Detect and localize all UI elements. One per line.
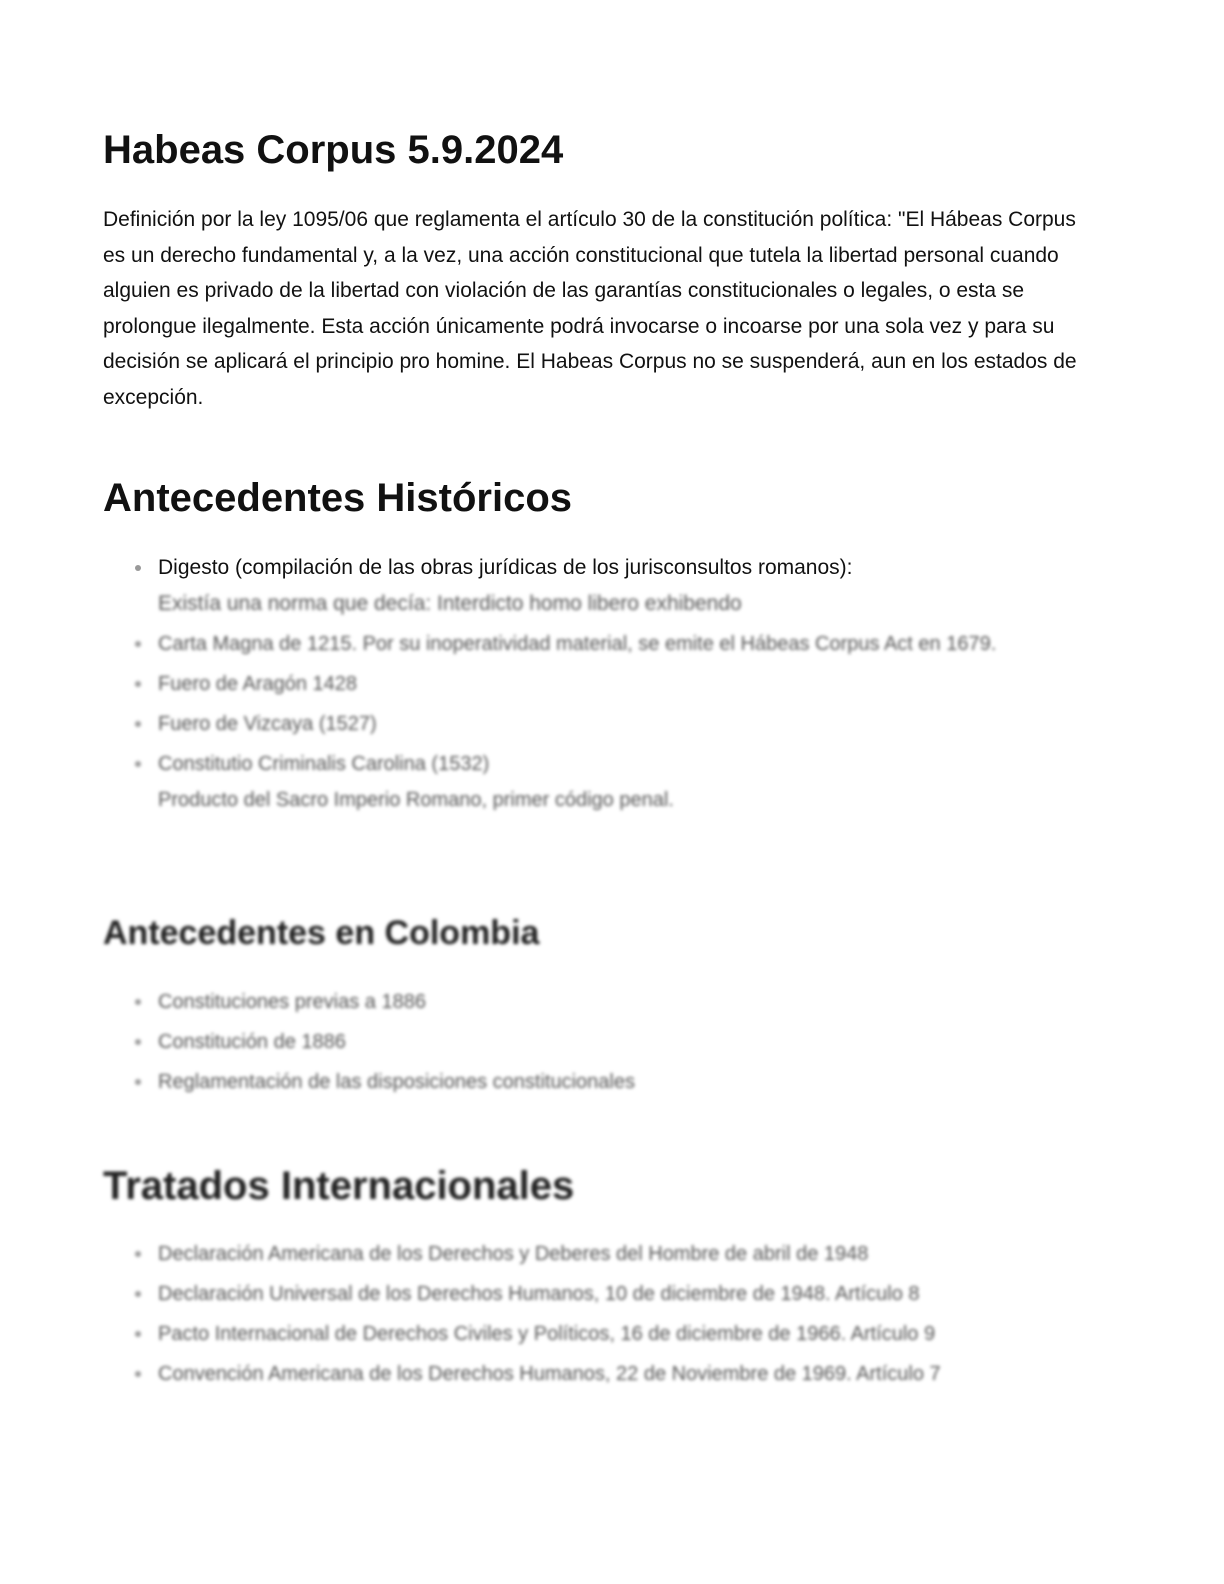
list-item	[135, 706, 1095, 742]
list-item-text: Convención Americana de los Derechos Humanos, 22 de Noviembre de 1969. Artículo 7	[158, 1363, 941, 1385]
bullet-icon	[135, 681, 141, 687]
bullet-icon	[135, 721, 141, 727]
heading-antecedentes-colombia: Antecedentes en Colombia	[103, 914, 540, 952]
bullet-icon	[135, 761, 141, 767]
bullet-icon	[135, 565, 141, 571]
list-item	[135, 1276, 1095, 1312]
list-item	[135, 1356, 1095, 1392]
list-item-text: Fuero de Vizcaya (1527)	[158, 713, 377, 735]
bullet-icon	[135, 1331, 141, 1337]
list-item	[135, 746, 1095, 818]
definition-paragraph: Definición por la ley 1095/06 que reglamenta el artículo 30 de la constitución política: "El Hábeas Corpus es un derecho fundamental y, a la vez, una acción constitucional que tutela la libertad personal cuando alguien es privado de la libertad con violación de las garantías constitucionales o legales, o esta se prolongue ilegalmente. Esta acción únicamente podrá invocarse o incoarse por una sola vez y para su decisión se aplicará el principio pro homine. El Habeas Corpus no se suspenderá, aun en los estados de excepción.	[103, 208, 1077, 409]
bullet-icon	[135, 1079, 141, 1085]
heading-tratados-internacionales: Tratados Internacionales	[103, 1164, 575, 1208]
list-item-text: Constitutio Criminalis Carolina (1532)	[158, 753, 490, 775]
list-item-text: Constitución de 1886	[158, 1031, 346, 1053]
list-item	[135, 666, 1095, 702]
list-item-subtext: Producto del Sacro Imperio Romano, primer código penal.	[158, 789, 674, 811]
bullet-icon	[135, 1371, 141, 1377]
bullet-icon	[135, 641, 141, 647]
list-item	[135, 550, 1095, 622]
list-item-text: Constituciones previas a 1886	[158, 991, 426, 1013]
list-item-text: Reglamentación de las disposiciones constitucionales	[158, 1071, 635, 1093]
list-antecedentes-colombia	[135, 984, 1095, 1104]
heading-antecedentes-historicos: Antecedentes Históricos	[103, 476, 573, 520]
list-item	[135, 1316, 1095, 1352]
list-item-text: Digesto (compilación de las obras jurídicas de los jurisconsultos romanos):	[158, 556, 853, 579]
list-item	[135, 984, 1095, 1020]
list-item-text: Carta Magna de 1215. Por su inoperatividad material, se emite el Hábeas Corpus Act en 1679.	[158, 633, 997, 655]
bullet-icon	[135, 999, 141, 1005]
list-item	[135, 626, 1095, 662]
list-item-text: Fuero de Aragón 1428	[158, 673, 358, 695]
bullet-icon	[135, 1251, 141, 1257]
list-item-text: Pacto Internacional de Derechos Civiles y Políticos, 16 de diciembre de 1966. Artículo 9	[158, 1323, 936, 1345]
list-item	[135, 1024, 1095, 1060]
list-item-text: Declaración Universal de los Derechos Humanos, 10 de diciembre de 1948. Artículo 8	[158, 1283, 920, 1305]
list-antecedentes-historicos	[135, 550, 1095, 822]
list-item-text: Declaración Americana de los Derechos y Deberes del Hombre de abril de 1948	[158, 1243, 869, 1265]
bullet-icon	[135, 1039, 141, 1045]
list-item	[135, 1236, 1095, 1272]
list-item-subtext: Existía una norma que decía: Interdicto homo libero exhibendo	[158, 592, 742, 615]
list-tratados-internacionales	[135, 1236, 1095, 1396]
document-title: Habeas Corpus 5.9.2024	[103, 128, 564, 172]
bullet-icon	[135, 1291, 141, 1297]
list-item	[135, 1064, 1095, 1100]
